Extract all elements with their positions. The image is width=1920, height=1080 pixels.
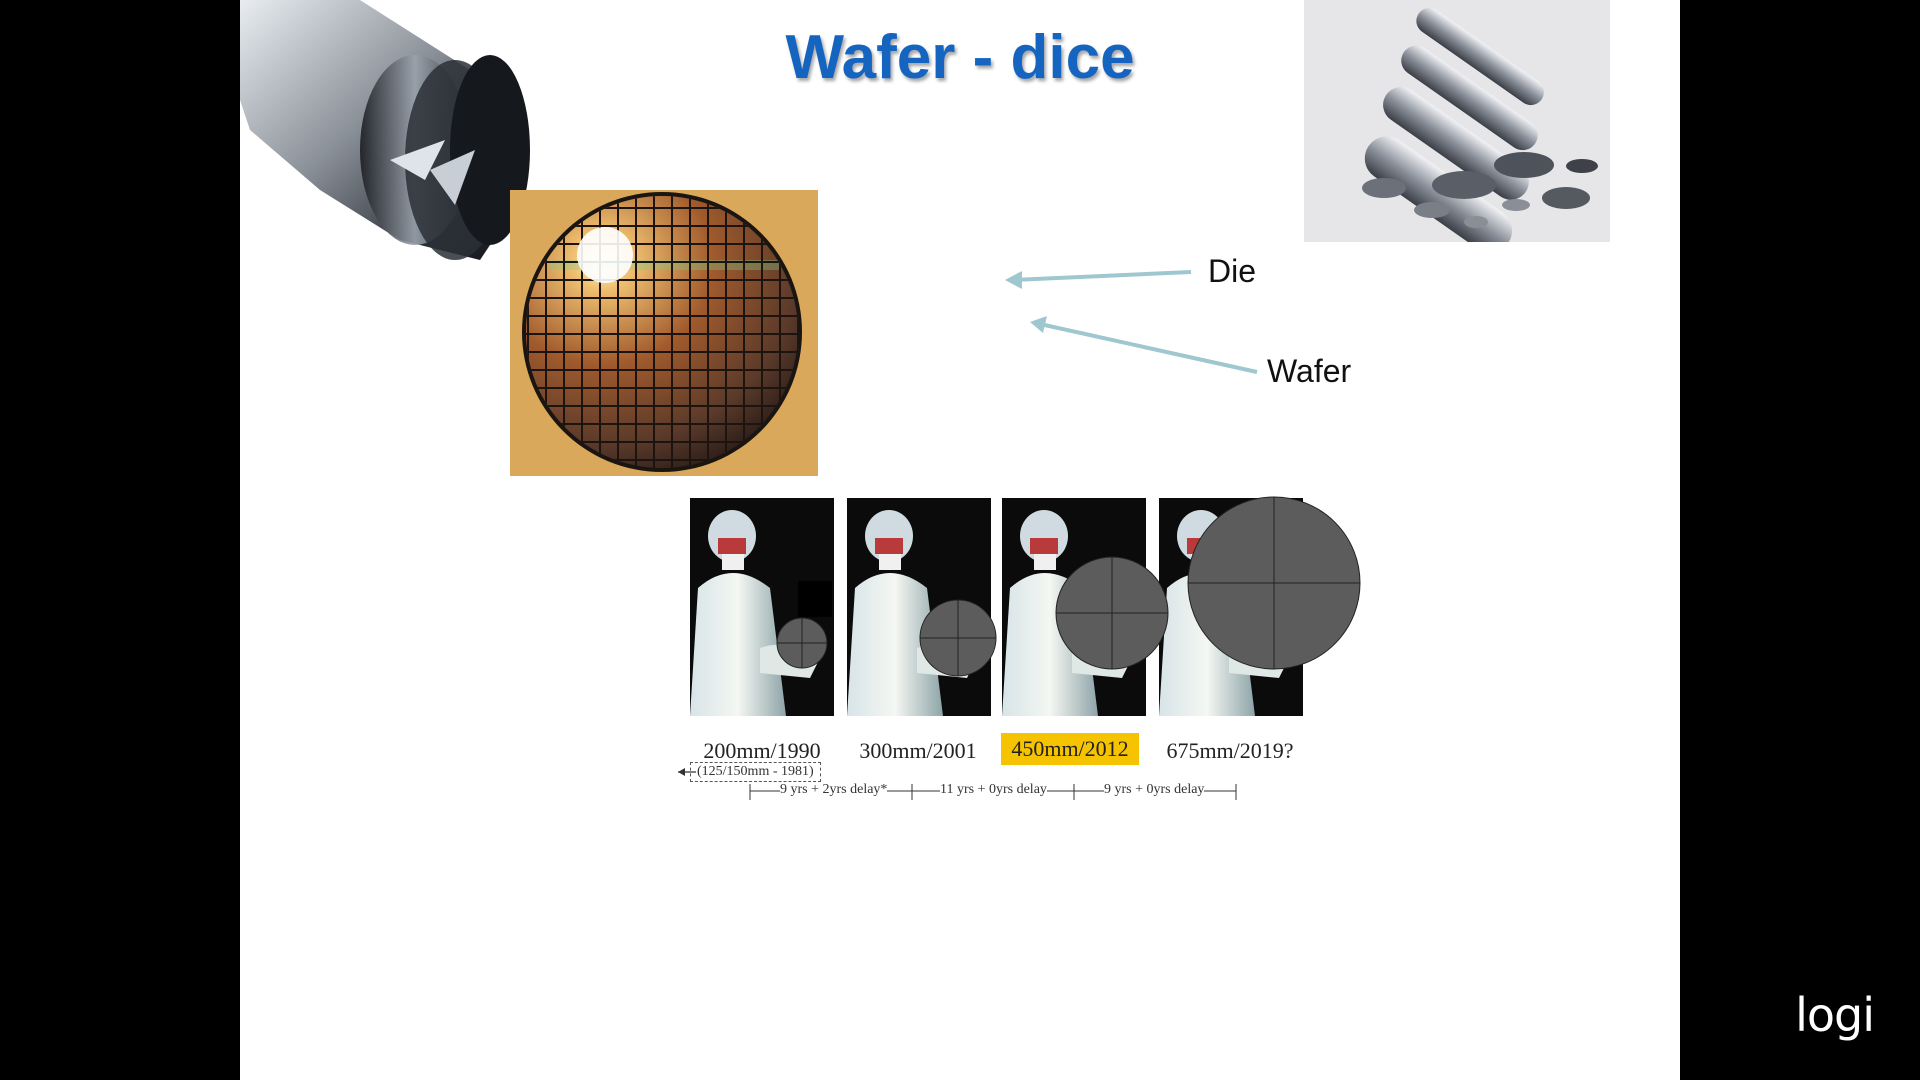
- wafer-size-evolution: [680, 495, 1370, 725]
- wafer-slicing-image: [240, 0, 540, 280]
- prior-size-note: (125/150mm - 1981): [690, 762, 821, 782]
- size-caption-300mm: 300mm/2001: [859, 738, 977, 763]
- slide: [240, 0, 1680, 1080]
- logi-logo: logi: [1795, 988, 1874, 1042]
- wafer-label: Wafer: [1267, 353, 1352, 389]
- die-label: Die: [1208, 253, 1257, 289]
- delay-label-3: 9 yrs + 0yrs delay: [1104, 782, 1205, 797]
- slide-title: Wafer - dice: [785, 23, 1135, 92]
- size-caption-450mm: 450mm/2012: [1001, 733, 1139, 765]
- wafer-dice-photo: [510, 190, 818, 476]
- silicon-ingots-image: [1304, 0, 1610, 242]
- size-caption-675mm: 675mm/2019?: [1166, 738, 1294, 763]
- delay-label-2: 11 yrs + 0yrs delay: [940, 782, 1047, 797]
- size-caption-200mm: 200mm/1990: [703, 738, 821, 763]
- delay-label-1: 9 yrs + 2yrs delay*: [780, 782, 888, 797]
